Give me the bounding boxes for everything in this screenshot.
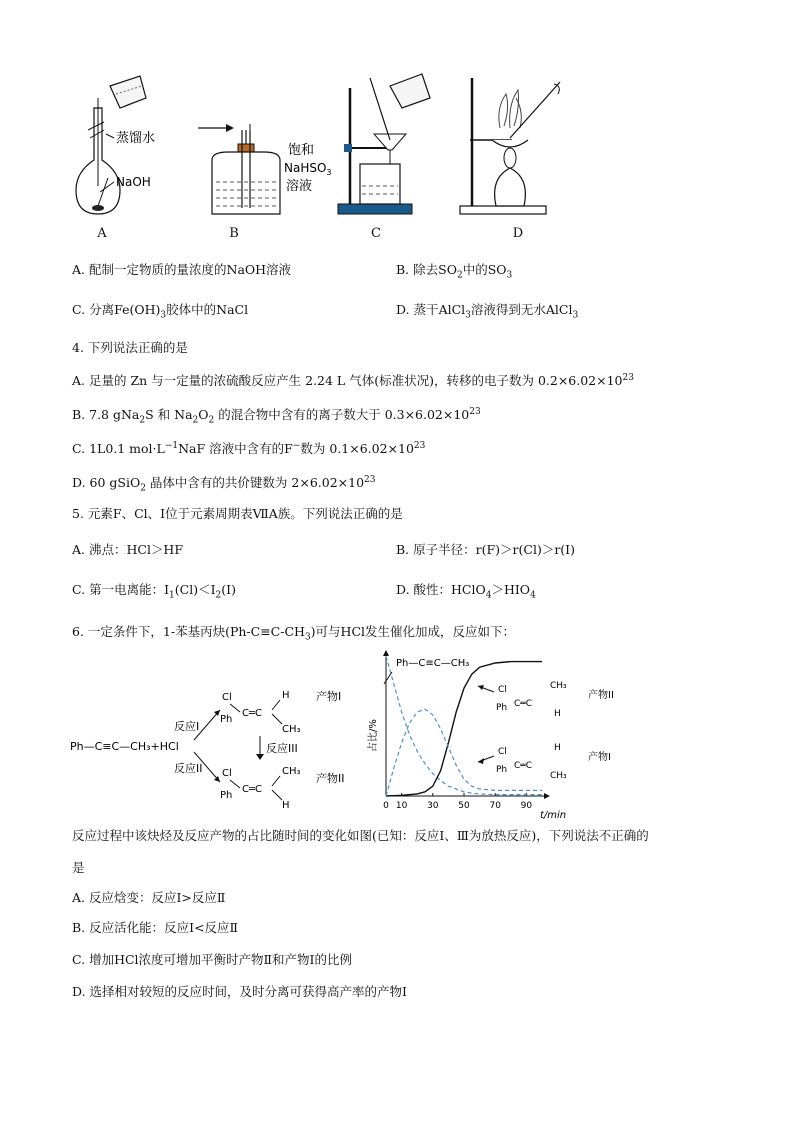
svg-text:H: H	[282, 800, 290, 811]
series-line-2	[386, 709, 542, 796]
svg-text:Ph: Ph	[496, 703, 508, 713]
q5-option-a: A. 沸点：HCl＞HF	[72, 542, 184, 557]
series-line-1	[386, 662, 542, 796]
svg-text:Cl: Cl	[222, 692, 232, 703]
reaction-iii-label: 反应III	[266, 742, 298, 755]
series-label-product-ii: 产物II	[588, 690, 614, 701]
q6-option-a: A. 反应焓变：反应Ⅰ>反应Ⅱ	[72, 890, 226, 905]
reactant-label: Ph—C≡C—CH₃+HCl	[70, 740, 179, 753]
q3-option-c: C. 分离$Fe(OH)_3$胶体中的NaCl	[72, 302, 249, 321]
reaction-scheme	[70, 660, 370, 810]
svg-text:CH₃: CH₃	[550, 771, 567, 781]
label-solution: 溶液	[286, 179, 313, 194]
svg-text:C═C: C═C	[242, 784, 262, 795]
q5-option-b: B. 原子半径：r(F)＞r(Cl)＞r(I)	[396, 542, 575, 557]
svg-text:Ph: Ph	[220, 714, 233, 725]
y-axis-label: 占比/%	[368, 719, 379, 752]
y-axis-arrow	[383, 650, 389, 656]
svg-text:CH₃: CH₃	[550, 681, 567, 691]
x-tick-label: 90	[520, 801, 533, 811]
svg-text:Cl: Cl	[498, 685, 507, 695]
reaction-ii-label: 反应II	[174, 762, 203, 775]
q4-option-b: B. 7.8 gNa$_2$S 和 $Na_2O_2$ 的混合物中含有的离子数大于 $0.3\times 6.02\times 10^{23}$	[72, 407, 481, 426]
q4-option-d: D. 60 gSiO$_2$ 晶体中含有的共价键数为 $2\times 6.02\times 10^{23}$	[72, 475, 376, 494]
svg-text:Ph: Ph	[496, 765, 508, 775]
svg-text:C═C: C═C	[514, 761, 532, 771]
apparatus-c	[330, 68, 440, 218]
svg-text:Cl: Cl	[498, 747, 507, 757]
q6-description: 反应过程中该炔烃及反应产物的占比随时间的变化如图(已知：反应Ⅰ、Ⅲ为放热反应)，下列说法不正确的	[72, 828, 649, 843]
q6-stem: 6. 一定条件下，1-苯基丙炔$(Ph-C\equiv C-CH_3)$可与HCl发生催化加成，反应如下：	[72, 624, 516, 643]
apparatus-label-a: A	[97, 226, 107, 241]
x-axis-arrow	[544, 793, 550, 799]
q3-option-a: A. 配制一定物质的量浓度的NaOH溶液	[72, 262, 292, 277]
label-saturated: 饱和	[288, 143, 315, 158]
q6-option-c: C. 增加HCl浓度可增加平衡时产物Ⅱ和产物Ⅰ的比例	[72, 952, 352, 967]
svg-text:H: H	[554, 743, 561, 753]
ratio-vs-time-chart	[366, 650, 656, 820]
series-label-product-i: 产物I	[588, 752, 611, 763]
q6-option-d: D. 选择相对较短的反应时间，及时分离可获得高产率的产物Ⅰ	[72, 984, 407, 999]
x-tick-label: 50	[458, 801, 470, 811]
q3-option-b: B. 除去$SO_2$中的$SO_3$	[396, 262, 513, 281]
svg-text:CH₃: CH₃	[282, 724, 301, 735]
x-axis-label: t/min	[540, 810, 567, 821]
svg-text:C═C: C═C	[514, 699, 532, 709]
apparatus-d	[450, 68, 570, 218]
svg-text:Cl: Cl	[222, 768, 232, 779]
apparatus-label-c: C	[371, 226, 381, 241]
label-naoh: NaOH	[116, 175, 151, 189]
q4-stem: 4. 下列说法正确的是	[72, 340, 188, 355]
apparatus-label-b: B	[229, 226, 239, 241]
q6-description-cont: 是	[72, 860, 85, 875]
q5-stem: 5. 元素F、Cl、I位于元素周期表ⅦA族。下列说法正确的是	[72, 506, 403, 521]
series-line-0	[386, 656, 542, 795]
svg-text:H: H	[282, 690, 290, 701]
svg-text:CH₃: CH₃	[282, 766, 301, 777]
x-tick-label: 70	[489, 801, 501, 811]
series-label-alkyne: Ph—C≡C—CH₃	[396, 658, 470, 669]
reaction-i-label: 反应I	[174, 720, 200, 733]
label-nahso3: NaHSO$_3$	[284, 161, 332, 177]
q3-option-d: D. 蒸干AlCl$_3$溶液得到无水AlCl$_3$	[396, 302, 579, 321]
q4-option-c: C. 1L0.1 $mol\cdot L^{-1}NaF$ 溶液中含有的F−数为 $0.1\times 6.02\times 10^{23}$	[72, 441, 426, 457]
q4-option-a: A. 足量的 Zn 与一定量的浓硫酸反应产生 2.24 L 气体(标准状况)，转移的电子数为 $0.2\times 6.02\times 10^{23}$	[72, 373, 634, 389]
svg-text:C═C: C═C	[242, 708, 262, 719]
q5-option-c: C. 第一电离能：$I_1(Cl)<I_2(I)$	[72, 582, 236, 601]
svg-text:Ph: Ph	[220, 790, 233, 801]
x-tick-label: 30	[427, 801, 439, 811]
svg-text:H: H	[554, 709, 561, 719]
product-i-label: 产物I	[316, 690, 342, 703]
product-ii-label: 产物II	[316, 772, 345, 785]
x-tick-label: 10	[395, 801, 408, 811]
apparatus-b	[188, 68, 332, 218]
q6-option-b: B. 反应活化能：反应Ⅰ<反应Ⅱ	[72, 920, 239, 935]
apparatus-label-d: D	[512, 226, 524, 241]
q5-option-d: D. 酸性：$HClO_4>HIO_4$	[396, 582, 536, 601]
apparatus-a	[68, 68, 178, 218]
label-distilled-water: 蒸馏水	[116, 131, 156, 146]
x-tick-label: 0	[383, 801, 389, 811]
